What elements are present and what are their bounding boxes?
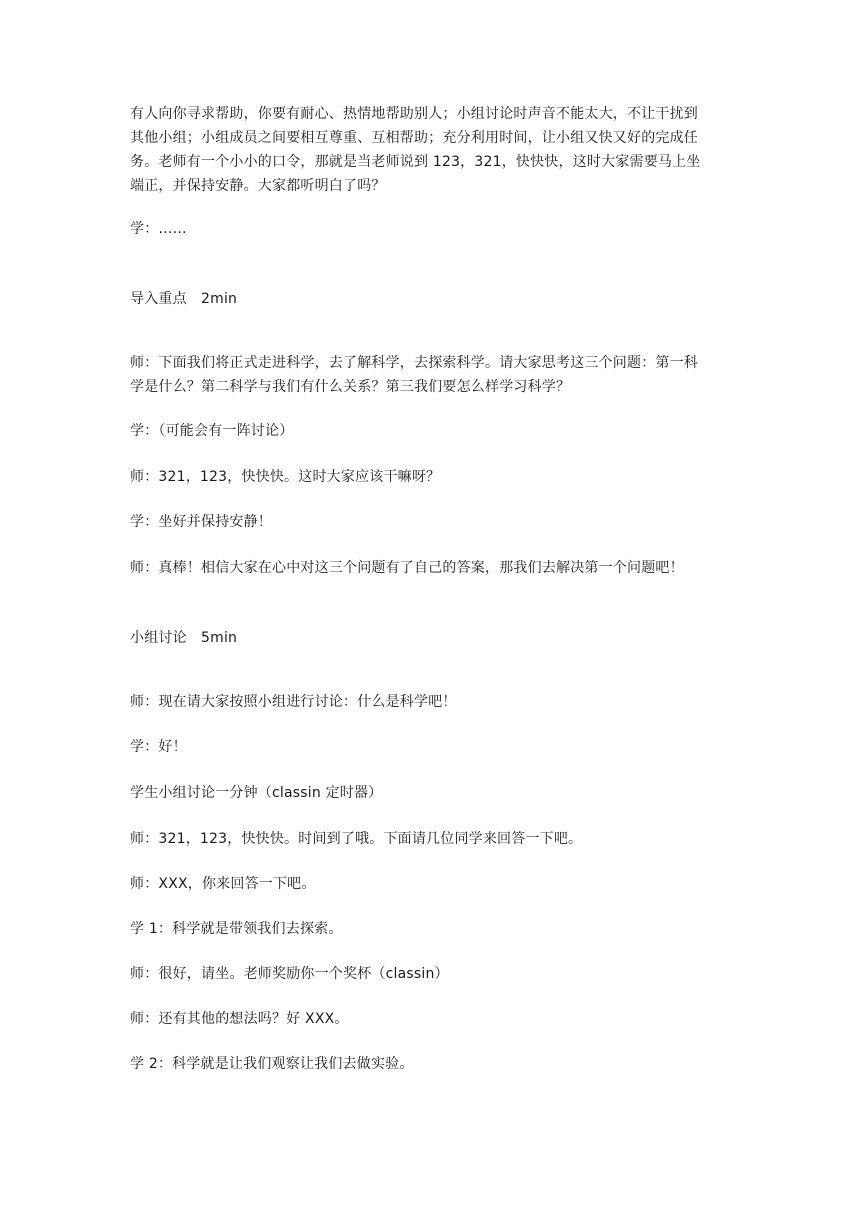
dialogue-line: 师：还有其他的想法吗？好 XXX。 [130, 1011, 349, 1027]
intro-line-2: 其他小组；小组成员之间要相互尊重、互相帮助；充分利用时间，让小组又快又好的完成任 [130, 130, 698, 146]
dialogue-line: 学：（可能会有一阵讨论） [130, 423, 294, 439]
dialogue-line: 师：321，123，快快快。时间到了哦。下面请几位同学来回答一下吧。 [130, 831, 583, 847]
teacher-question-line-2: 学是什么？第二科学与我们有什么关系？第三我们要怎么样学习科学？ [130, 379, 571, 395]
student-reply: 学：…… [130, 221, 187, 237]
dialogue-line: 学：好！ [130, 739, 187, 755]
dialogue-line: 学 2：科学就是让我们观察让我们去做实验。 [130, 1056, 414, 1072]
dialogue-line: 师：现在请大家按照小组进行讨论：什么是科学吧！ [130, 694, 457, 710]
dialogue-line: 师：真棒！相信大家在心中对这三个问题有了自己的答案，那我们去解决第一个问题吧！ [130, 560, 684, 576]
dialogue-line: 师：321，123，快快快。这时大家应该干嘛呀？ [130, 469, 441, 485]
intro-line-4: 端正，并保持安静。大家都听明白了吗？ [130, 178, 386, 194]
intro-line-3: 务。老师有一个小小的口令，那就是当老师说到 123，321，快快快，这时大家需要马上坐 [130, 154, 701, 170]
dialogue-line: 师：很好，请坐。老师奖励你一个奖杯（classin） [130, 966, 449, 982]
dialogue-line: 学 1：科学就是带领我们去探索。 [130, 921, 343, 937]
dialogue-line: 师：XXX，你来回答一下吧。 [130, 876, 316, 892]
section-heading-intro: 导入重点 2min [130, 291, 238, 307]
section-heading-group-discussion: 小组讨论 5min [130, 630, 238, 646]
dialogue-line: 学：坐好并保持安静！ [130, 514, 272, 530]
intro-line-1: 有人向你寻求帮助，你要有耐心、热情地帮助别人；小组讨论时声音不能太大，不让干扰到 [130, 106, 698, 122]
dialogue-line: 学生小组讨论一分钟（classin 定时器） [130, 785, 383, 801]
teacher-question-line-1: 师：下面我们将正式走进科学，去了解科学，去探索科学。请大家思考这三个问题：第一科 [130, 355, 698, 371]
